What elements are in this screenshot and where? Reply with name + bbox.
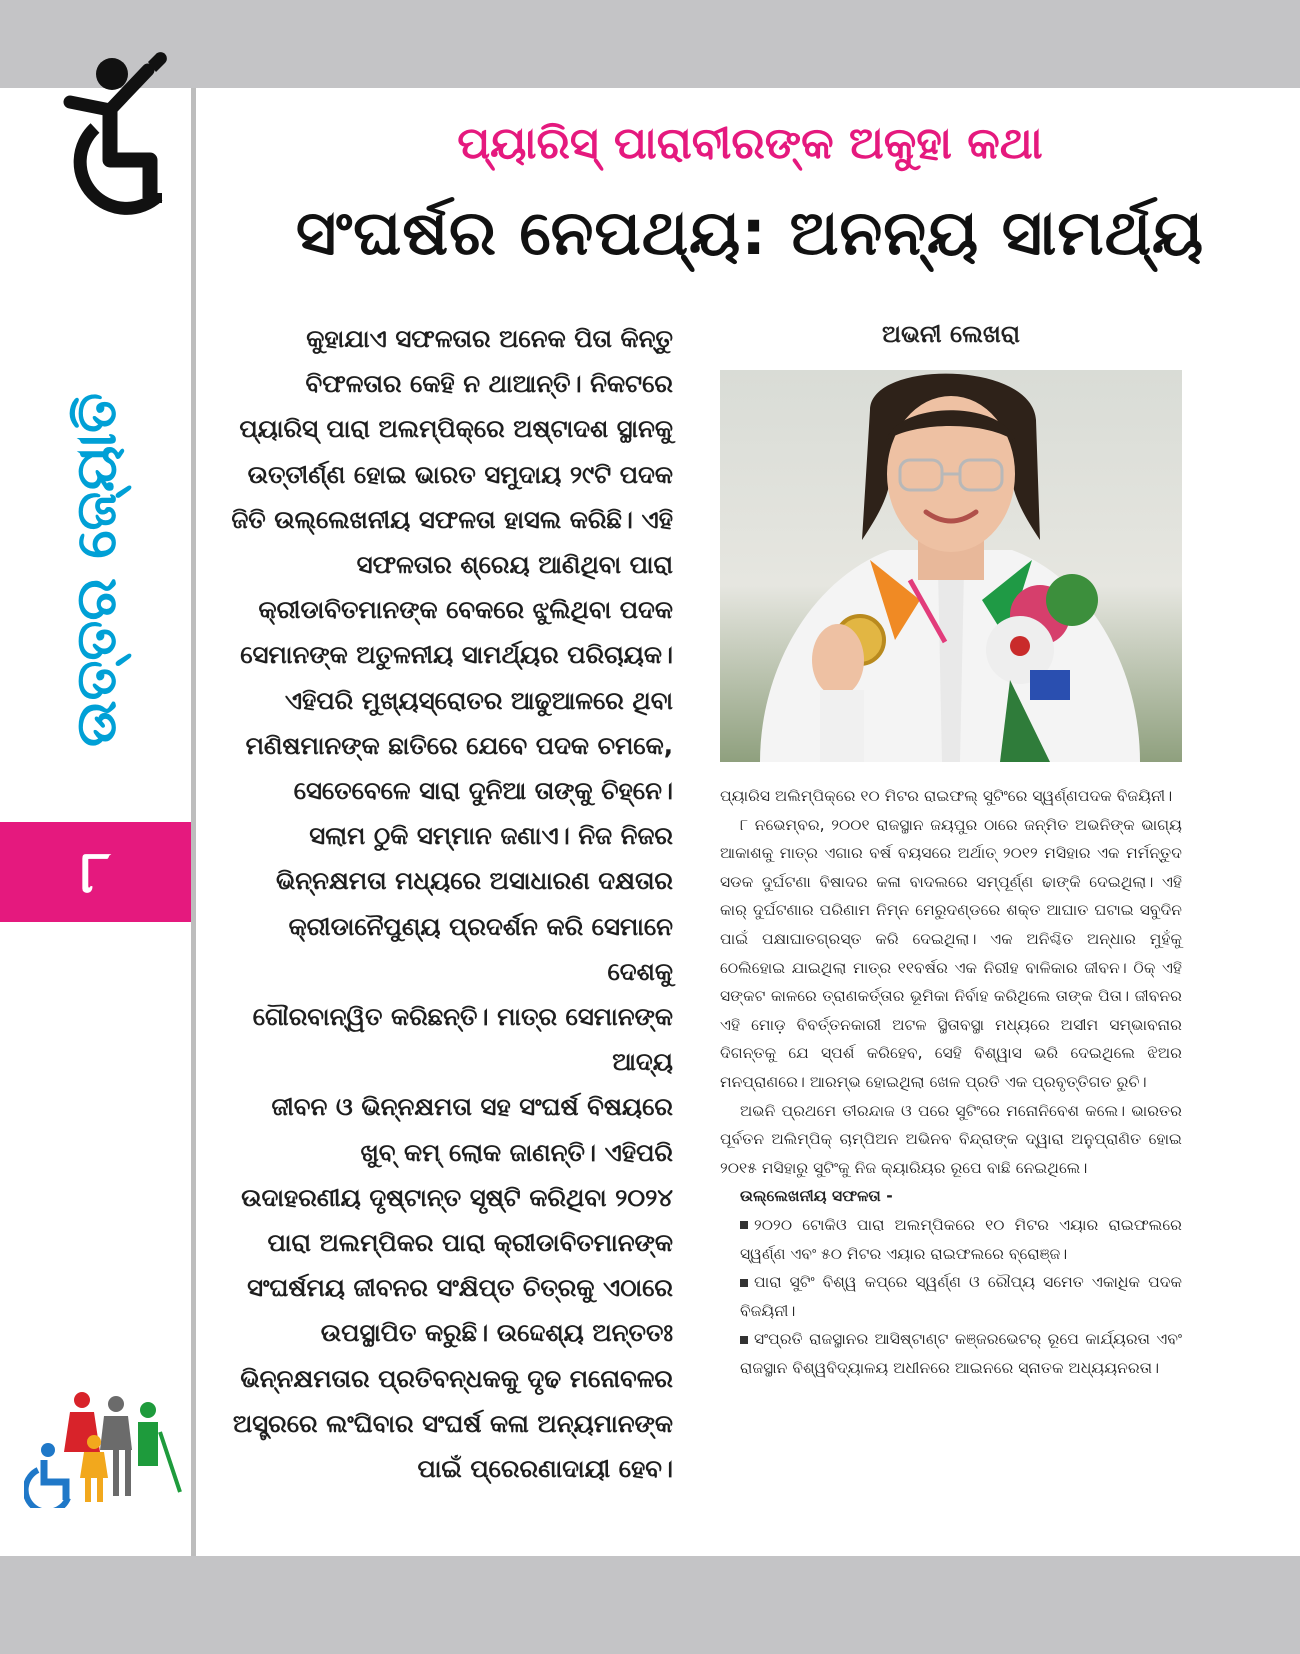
intro-line: ସଫଳତାର ଶ୍ରେୟ ଆଣିଥିବା ପାରା [356,550,673,580]
top-band [0,0,1300,88]
intro-line: କୁହାଯାଏ ସଫଳତାର ଅନେକ ପିତା କିନ୍ତୁ [306,324,673,353]
intro-line: କ୍ରୀଡାବିତମାନଙ୍କ ବେକରେ ଝୁଲିଥିବା ପଦକ [258,595,673,625]
section-title: ଉତ୍ତର ଜ୍ୟୋତି [64,392,129,748]
article-headline: ସଂଘର୍ଷର ନେପଥ୍ୟ: ଅନନ୍ୟ ସାମର୍ଥ୍ୟ [295,196,1205,269]
bullet-square-icon [740,1336,748,1344]
inclusion-people-logo-icon [24,1388,184,1508]
intro-line: ଉଦାହରଣୀୟ ଦୃଷ୍ଟାନ୍ତ ସୃଷ୍ଟି କରିଥିବା ୨୦୨୪ [241,1182,673,1212]
article-kicker: ପ୍ୟାରିସ୍ ପାରାବୀରଙ୍କ ଅକୁହା କଥା [457,118,1043,169]
achievement-item [720,1325,1182,1382]
intro-line: ବିଫଳତାର କେହି ନ ଥାଆନ୍ତି। ନିକଟରେ [305,369,673,399]
achievement-text: ୨୦୨୦ ଟୋକିଓ ପାରା ଅଲମ୍ପିକରେ ୧୦ ମିଟର ଏୟାର ରାଇଫଲରେ ସ୍ୱର୍ଣ୍ଣ ଏବଂ ୫୦ ମିଟର ଏୟାର ରାଇଫଲରେ ବ୍ରୋଞ୍ଜ। [740,1215,1182,1263]
bottom-band [0,1556,1300,1654]
intro-line: ଉପସ୍ଥାପିତ କରୁଛି। ଉଦ୍ଦେଶ୍ୟ ଅନ୍ତତଃ [320,1318,673,1348]
profile-caption: ପ୍ୟାରିସ ଅଲିମ୍ପିକ୍‌ରେ ୧୦ ମିଟର ରାଇଫଲ୍ ସୁଟିଂରେ ସ୍ୱର୍ଣ୍ଣପଦକ ବିଜୟିନୀ। [720,787,1173,805]
page-number: ୮ [0,822,191,922]
intro-line: ଖୁବ୍ କମ୍ ଲୋକ ଜାଣନ୍ତି। ଏହିପରି [360,1137,673,1167]
achievement-item [720,1211,1182,1268]
wheelchair-logo-icon [40,48,180,218]
achievement-text: ସଂପ୍ରତି ରାଜସ୍ଥାନର ଆସିଷ୍ଟାଣ୍ଟ କଞ୍ଜରଭେଟର୍ ରୂପେ କାର୍ଯ୍ୟରତା ଏବଂ ରାଜସ୍ଥାନ ବିଶ୍ୱବିଦ୍ୟାଳୟ ଅଧୀନରେ ଆଇନରେ ସ୍ନାତକ ଅଧ୍ୟୟନରତା। [740,1330,1182,1377]
intro-line: ଭିନ୍ନକ୍ଷମତାର ପ୍ରତିବନ୍ଧକକୁ ଦୃଢ ମନୋବଳର [240,1363,673,1393]
intro-line: ଉତ୍ତୀର୍ଣ୍ଣ ହୋଇ ଭାରତ ସମୁଦାୟ ୨୯ଟି ପଦକ [247,459,673,489]
achievement-item [720,1268,1182,1325]
intro-line: ପାଇଁ ପ୍ରେରଣାଦାୟୀ ହେବ। [417,1454,673,1484]
athlete-photo [720,370,1182,762]
achievement-text: ପାରା ସୁଟିଂ ବିଶ୍ୱ କପ୍‌ରେ ସ୍ୱର୍ଣ୍ଣ ଓ ରୌପ୍ୟ ସମେତ ଏକାଧିକ ପଦକ ବିଜୟିନୀ। [740,1273,1182,1320]
bullet-square-icon [740,1221,748,1229]
profile-text [720,782,1182,1382]
intro-line: ସେତେବେଳେ ସାରା ଦୁନିଆ ତାଙ୍କୁ ଚିହ୍ନେ। [293,776,673,806]
intro-line: କ୍ରୀଡାନୈପୁଣ୍ୟ ପ୍ରଦର୍ଶନ କରି ସେମାନେ ଦେଶକୁ [288,911,673,986]
intro-line: ଭିନ୍ନକ୍ଷମତା ମଧ୍ୟରେ ଅସାଧାରଣ ଦକ୍ଷତାର [275,866,673,896]
intro-line: ସେମାନଙ୍କ ଅତୁଳନୀୟ ସାମର୍ଥ୍ୟର ପରିଚାୟକ। [240,640,673,670]
intro-line: ଜୀବନ ଓ ଭିନ୍ନକ୍ଷମତା ସହ ସଂଘର୍ଷ ବିଷୟରେ [271,1092,673,1122]
profile-paragraph: ଅଭନି ପ୍ରଥମେ ତୀରନ୍ଦାଜ ଓ ପରେ ସୁଟିଂରେ ମନୋନିବେଶ କଲେ। ଭାରତର ପୂର୍ବତନ ଅଲିମ୍ପିକ୍ ଚାମ୍ପିଅନ ଅଭିନବ ବିନ୍ଦ୍ରାଙ୍କ ଦ୍ୱାରା ଅନୁପ୍ରାଣିତ ହୋଇ ୨୦୧୫ ମସିହାରୁ ସୁଟିଂକୁ ନିଜ କ୍ୟାରିୟର ରୂପେ ବାଛି ନେଇଥିଲେ। [720,1101,1182,1177]
profile-paragraph: ୮ ନଭେମ୍ବର, ୨୦୦୧ ରାଜସ୍ଥାନ ଜୟପୁର ଠାରେ ଜନ୍ମିତ ଅଭନିଙ୍କ ଭାଗ୍ୟ ଆକାଶକୁ ମାତ୍ର ଏଗାର ବର୍ଷ ବୟସରେ ଅର୍ଥାତ୍ ୨୦୧୨ ମସିହାର ଏକ ମର୍ମନ୍ତୁଦ ସଡକ ଦୁର୍ଘଟଣା ବିଷାଦର କଳା ବାଦଲରେ ସମ୍ପୂର୍ଣ୍ଣ ଢାଙ୍କି ଦେଇଥିଲା। ଏହି କାର୍ ଦୁର୍ଘଟଣାର ପରିଣାମ ନିମ୍ନ ମେରୁଦଣ୍ଡରେ ଶକ୍ତ ଆଘାତ ଘଟାଇ ସବୁଦିନ ପାଇଁ ପକ୍ଷାଘାତଗ୍ରସ୍ତ କରି ଦେଇଥିଲା। ଏକ ଅନିଶ୍ଚିତ ଅନ୍ଧାର ମୁହଁକୁ ଠେଲିହୋଇ ଯାଇଥିଲା ମାତ୍ର ୧୧ବର୍ଷର ଏକ ନିରୀହ ବାଳିକାର ଜୀବନ। ଠିକ୍ ଏହି ସଙ୍କଟ କାଳରେ ତ୍ରାଣକର୍ତ୍ତାର ଭୂମିକା ନିର୍ବାହ କରିଥିଲେ ତାଙ୍କ ପିତା। ଜୀବନର ଏହି ମୋଡ଼ ବିବର୍ତ୍ତନକାରୀ ଅଟଳ ସ୍ଥିତାବସ୍ଥା ମଧ୍ୟରେ ଅସୀମ ସମ୍ଭାବନାର ଦିଗନ୍ତକୁ ଯେ ସ୍ପର୍ଶ କରିହେବ, ସେହି ବିଶ୍ୱାସ ଭରି ଦେଇଥିଲେ ଝିଅର ମନପ୍ରାଣରେ। ଆରମ୍ଭ ହୋଇଥିଲା ଖେଳ ପ୍ରତି ଏକ ପ୍ରବୃତ୍ତିଗତ ରୁଚି। [720,815,1182,1091]
intro-line: ଗୌରବାନ୍ୱିତ କରିଛନ୍ତି। ମାତ୍ର ସେମାନଙ୍କ ଆଦ୍ୟ [252,1002,673,1077]
intro-column [228,316,673,1491]
intro-line: ଅସ୍ତ୍ରରେ ଲଂଘିବାର ସଂଘର୍ଷ କଳା ଅନ୍ୟମାନଙ୍କ [232,1408,673,1438]
intro-line: ସଲାମ ଠୁକି ସମ୍ମାନ ଜଣାଏ। ନିଜ ନିଜର [309,821,673,851]
sidebar-divider [191,88,196,1556]
achievements-title: ଉଲ୍ଲେଖନୀୟ ସଫଳତା - [740,1187,893,1206]
intro-line: ପାରା ଅଲମ୍ପିକର ପାରା କ୍ରୀଡାବିତମାନଙ୍କ [267,1228,673,1258]
intro-line: ଜିତି ଉଲ୍ଲେଖନୀୟ ସଫଳତା ହାସଲ କରିଛି। ଏହି [231,504,673,534]
intro-line: ପ୍ୟାରିସ୍ ପାରା ଅଲମ୍ପିକ୍‌ରେ ଅଷ୍ଟାଦଶ ସ୍ଥାନକୁ [239,414,673,444]
intro-line: ସଂଘର୍ଷମୟ ଜୀବନର ସଂକ୍ଷିପ୍ତ ଚିତ୍ରକୁ ଏଠାରେ [247,1273,673,1303]
intro-line: ମଣିଷମାନଙ୍କ ଛାତିରେ ଯେବେ ପଦକ ଚମକେ, [245,730,673,760]
bullet-square-icon [740,1279,748,1287]
intro-line: ଏହିପରି ମୁଖ୍ୟସ୍ରୋତର ଆଢୁଆଳରେ ଥିବା [284,685,673,715]
profile-name: ଅଭନୀ ଲେଖରା [882,320,1020,348]
